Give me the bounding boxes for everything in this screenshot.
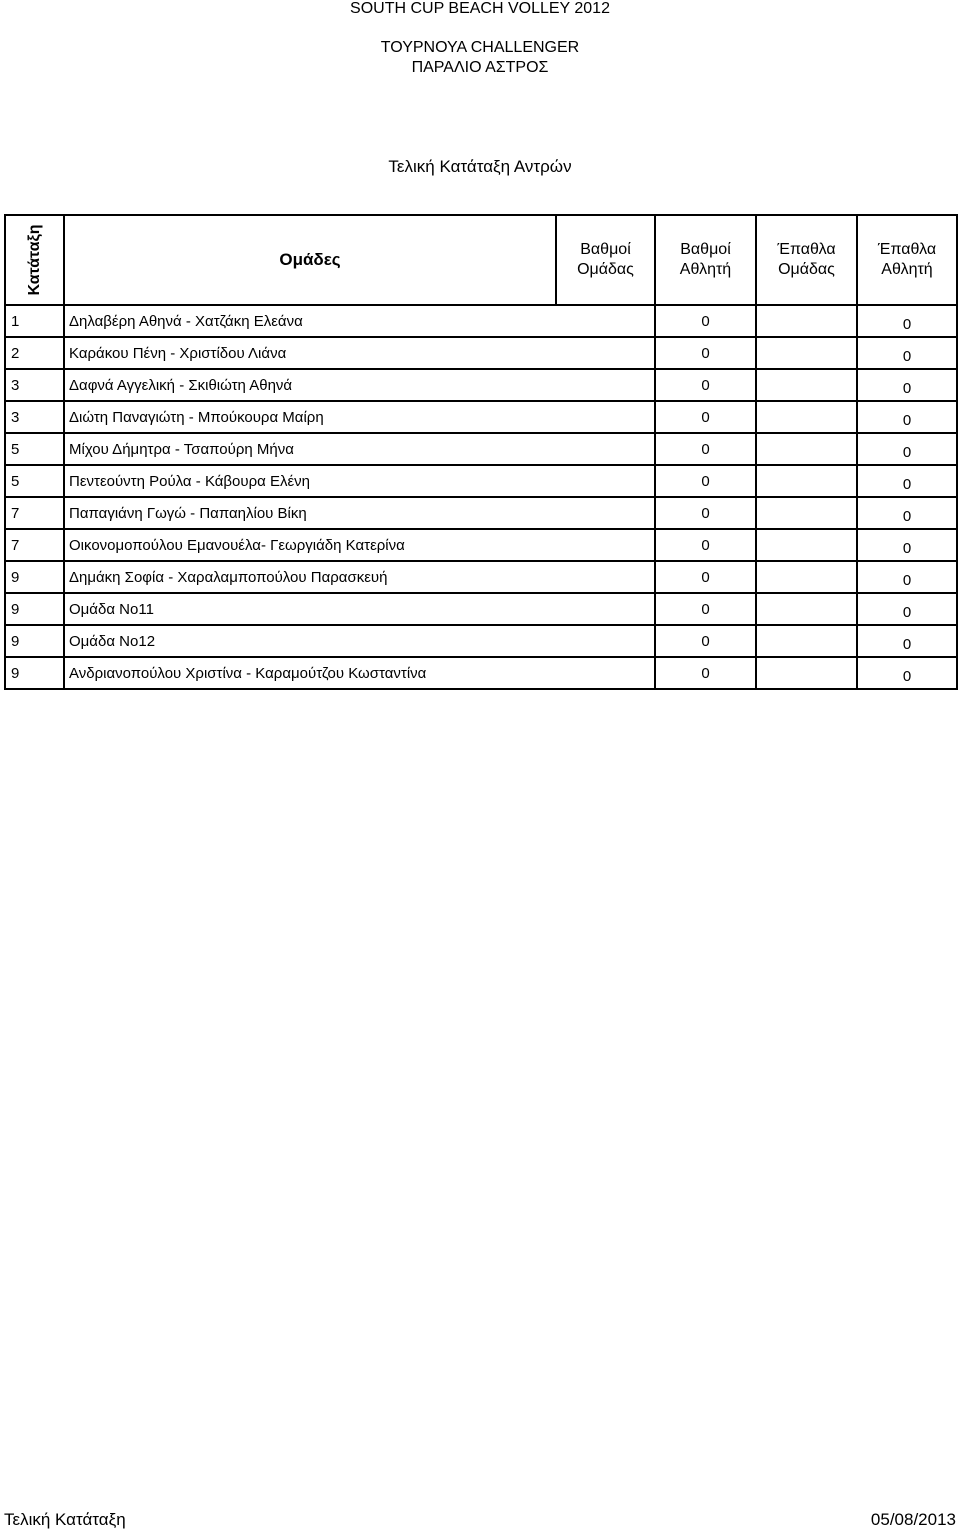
team-cell: Δαφνά Αγγελική - Σκιθιώτη Αθηνά [64, 369, 655, 401]
table-row [5, 465, 957, 497]
athlete-points-cell: 0 [655, 401, 756, 433]
athlete-points-cell: 0 [655, 305, 756, 337]
rank-cell: 9 [5, 593, 64, 625]
rank-cell: 3 [5, 401, 64, 433]
athlete-prizes-cell: 0 [857, 465, 957, 497]
table-row [5, 369, 957, 401]
footer-label: Τελική Κατάταξη [4, 1510, 126, 1529]
team-cell: Καράκου Πένη - Χριστίδου Λιάνα [64, 337, 655, 369]
athlete-points-cell: 0 [655, 529, 756, 561]
athlete-points-cell: 0 [655, 369, 756, 401]
table-row [5, 305, 957, 337]
athlete-prizes-cell: 0 [857, 401, 957, 433]
team-prizes-cell [756, 305, 857, 337]
footer-date: 05/08/2013 [870, 1510, 956, 1529]
column-header-team-points: Βαθμοί Ομάδας [556, 215, 655, 305]
athlete-prizes-cell: 0 [857, 369, 957, 401]
athlete-points-cell: 0 [655, 657, 756, 689]
athlete-points-cell: 0 [655, 465, 756, 497]
page-subtitle: Τελική Κατάταξη Αντρών [388, 157, 572, 176]
team-prizes-cell [756, 657, 857, 689]
rank-cell: 1 [5, 305, 64, 337]
table-row [5, 337, 957, 369]
team-cell: Ανδριανοπούλου Χριστίνα - Καραμούτζου Κωσταντίνα [64, 657, 655, 689]
team-cell: Μίχου Δήμητρα - Τσαπούρη Μήνα [64, 433, 655, 465]
team-cell: Πεντεούντη Ρούλα - Κάβουρα Ελένη [64, 465, 655, 497]
column-header-athlete-prizes: Έπαθλα Αθλητή [857, 215, 957, 305]
rank-cell: 3 [5, 369, 64, 401]
team-prizes-cell [756, 337, 857, 369]
tournament-location: ΠΑΡΑΛΙΟ ΑΣΤΡΟΣ [411, 59, 549, 76]
rank-cell: 5 [5, 433, 64, 465]
rank-cell: 2 [5, 337, 64, 369]
athlete-prizes-cell: 0 [857, 305, 957, 337]
athlete-points-cell: 0 [655, 497, 756, 529]
team-prizes-cell [756, 465, 857, 497]
rank-cell: 9 [5, 625, 64, 657]
tournament-category: ΤΟΥΡΝΟΥΑ CHALLENGER [380, 39, 580, 56]
team-prizes-cell [756, 561, 857, 593]
athlete-points-cell: 0 [655, 593, 756, 625]
team-cell: Οικονομοπούλου Εμανουέλα- Γεωργιάδη Κατερίνα [64, 529, 655, 561]
team-prizes-cell [756, 369, 857, 401]
rank-cell: 9 [5, 657, 64, 689]
column-header-athlete-points: Βαθμοί Αθλητή [655, 215, 756, 305]
athlete-prizes-cell: 0 [857, 337, 957, 369]
athlete-points-cell: 0 [655, 561, 756, 593]
team-cell: Δημάκη Σοφία - Χαραλαμποπούλου Παρασκευή [64, 561, 655, 593]
column-header-team-prizes: Έπαθλα Ομάδας [756, 215, 857, 305]
table-header-row [5, 215, 957, 305]
athlete-prizes-cell: 0 [857, 625, 957, 657]
table-row [5, 401, 957, 433]
athlete-prizes-cell: 0 [857, 497, 957, 529]
team-prizes-cell [756, 433, 857, 465]
team-prizes-cell [756, 497, 857, 529]
athlete-prizes-cell: 0 [857, 593, 957, 625]
athlete-prizes-cell: 0 [857, 433, 957, 465]
table-row [5, 657, 957, 689]
team-cell: Ομάδα Νο11 [64, 593, 655, 625]
table-row [5, 625, 957, 657]
team-prizes-cell [756, 529, 857, 561]
athlete-points-cell: 0 [655, 625, 756, 657]
table-row [5, 497, 957, 529]
team-cell: Διώτη Παναγιώτη - Μπούκουρα Μαίρη [64, 401, 655, 433]
standings-table [4, 214, 958, 690]
table-row [5, 433, 957, 465]
table-row [5, 593, 957, 625]
team-prizes-cell [756, 593, 857, 625]
table-row [5, 529, 957, 561]
team-cell: Δηλαβέρη Αθηνά - Χατζάκη Ελεάνα [64, 305, 655, 337]
rank-cell: 9 [5, 561, 64, 593]
column-header-rank: Κατάταξη [5, 215, 64, 305]
rank-cell: 7 [5, 497, 64, 529]
tournament-title: SOUTH CUP BEACH VOLLEY 2012 [350, 0, 610, 17]
athlete-prizes-cell: 0 [857, 657, 957, 689]
column-header-teams: Ομάδες [64, 215, 556, 305]
team-cell: Παπαγιάνη Γωγώ - Παπαηλίου Βίκη [64, 497, 655, 529]
athlete-prizes-cell: 0 [857, 561, 957, 593]
team-prizes-cell [756, 625, 857, 657]
athlete-points-cell: 0 [655, 337, 756, 369]
team-prizes-cell [756, 401, 857, 433]
team-cell: Ομάδα Νο12 [64, 625, 655, 657]
athlete-prizes-cell: 0 [857, 529, 957, 561]
rank-cell: 5 [5, 465, 64, 497]
rank-cell: 7 [5, 529, 64, 561]
table-row [5, 561, 957, 593]
athlete-points-cell: 0 [655, 433, 756, 465]
